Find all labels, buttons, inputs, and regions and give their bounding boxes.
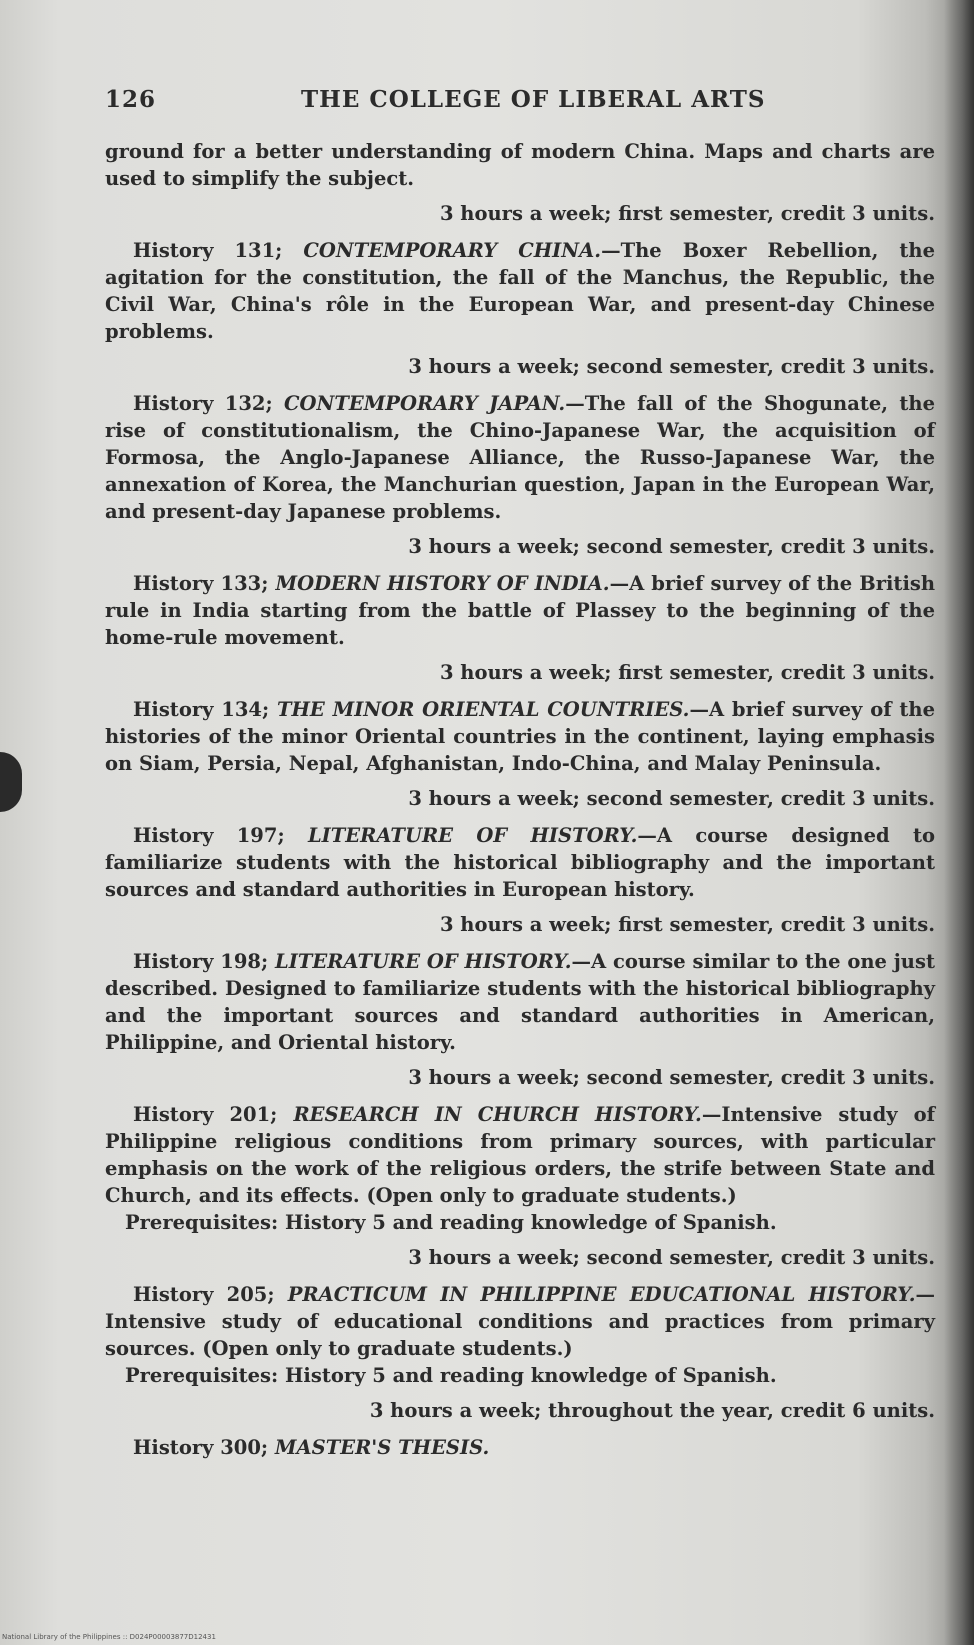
course-entry	[105, 822, 935, 938]
course-title: MASTER'S THESIS.	[274, 1436, 490, 1459]
course-title: PRACTICUM IN PHILIPPINE EDUCATIONAL HISTORY.	[287, 1283, 916, 1306]
spine-shadow	[944, 0, 974, 1645]
course-title: LITERATURE OF HISTORY.	[307, 824, 638, 847]
course-hours: 3 hours a week; second semester, credit 3 units.	[408, 1246, 935, 1269]
intro-entry	[105, 138, 935, 227]
final-entry	[105, 1434, 935, 1461]
course-title: CONTEMPORARY JAPAN.	[284, 392, 566, 415]
course-code: History 133;	[133, 572, 276, 595]
course-code: History 197;	[133, 824, 308, 847]
course-hours: 3 hours a week; second semester, credit 3 units.	[408, 1066, 935, 1089]
course-code: History 201;	[133, 1103, 294, 1126]
course-entry	[105, 696, 935, 812]
course-description	[105, 696, 935, 777]
course-hours: 3 hours a week; second semester, credit 3 units.	[408, 787, 935, 810]
course-title: CONTEMPORARY CHINA.	[303, 239, 602, 262]
course-desc: —The fall of the Shogunate, the rise of constitutionalism, the Chino-Japanese War, the acquisition of Formosa, the Anglo-Japanese Alliance, the Russo-Japanese War, the annexation of Korea, the Manchurian question, Japan in the European War, and present-day Japanese problems.	[105, 392, 935, 523]
course-title: RESEARCH IN CHURCH HISTORY.	[293, 1103, 702, 1126]
course-desc: —A course similar to the one just described. Designed to familiarize students with the historical bibliography and the important sources and standard authorities in American, Philippine, and Oriental history.	[105, 950, 935, 1054]
course-code: History 131;	[133, 239, 304, 262]
course-hours: 3 hours a week; second semester, credit 3 units.	[408, 355, 935, 378]
course-description	[105, 390, 935, 525]
course-description	[105, 237, 935, 345]
course-hours: 3 hours a week; second semester, credit 3 units.	[408, 535, 935, 558]
course-desc: —Intensive study of educational conditions and practices from primary sources. (Open only to graduate students.)	[105, 1283, 935, 1360]
course-code: History 300;	[133, 1436, 275, 1459]
course-title: MODERN HISTORY OF INDIA.	[275, 572, 610, 595]
library-watermark: National Library of the Philippines :: D024P00003877D12431	[2, 1633, 216, 1641]
course-desc: —A brief survey of the histories of the minor Oriental countries in the continent, laying emphasis on Siam, Persia, Nepal, Afghanistan, Indo-China, and Malay Peninsula.	[105, 698, 935, 775]
course-code: History 134;	[133, 698, 277, 721]
course-description	[105, 822, 935, 903]
course-hours: 3 hours a week; first semester, credit 3 units.	[439, 661, 935, 684]
course-code: History 205;	[133, 1283, 288, 1306]
course-entry	[105, 948, 935, 1091]
course-entry	[105, 1101, 935, 1271]
course-hours: 3 hours a week; first semester, credit 3 units.	[439, 913, 935, 936]
course-description	[105, 570, 935, 651]
page-number: 126	[105, 86, 157, 113]
course-description	[105, 948, 935, 1056]
course-desc: —Intensive study of Philippine religious conditions from primary sources, with particular emphasis on the work of the religious orders, the strife between State and Church, and its effects. (Open only to graduate students.)	[105, 1103, 935, 1207]
course-code: History 132;	[133, 392, 284, 415]
course-entry	[105, 390, 935, 560]
course-list	[105, 237, 935, 1424]
course-prerequisites: Prerequisites: History 5 and reading knowledge of Spanish.	[125, 1211, 777, 1234]
course-entry	[105, 1281, 935, 1424]
page-header	[105, 86, 766, 120]
course-entry	[105, 570, 935, 686]
course-hours: 3 hours a week; throughout the year, credit 6 units.	[369, 1399, 935, 1422]
course-description	[105, 1281, 935, 1362]
course-desc: —The Boxer Rebellion, the agitation for the constitution, the fall of the Manchus, the Republic, the Civil War, China's rôle in the European War, and present-day Chinese problems.	[105, 239, 935, 343]
course-description	[105, 1434, 935, 1461]
intro-text: ground for a better understanding of modern China. Maps and charts are used to simplify the subject.	[105, 140, 935, 190]
course-description	[105, 1101, 935, 1209]
course-code: History 198;	[133, 950, 275, 973]
course-desc: —A brief survey of the British rule in India starting from the battle of Plassey to the beginning of the home-rule movement.	[105, 572, 936, 649]
course-title: THE MINOR ORIENTAL COUNTRIES.	[276, 698, 690, 721]
course-prerequisites: Prerequisites: History 5 and reading knowledge of Spanish.	[125, 1364, 777, 1387]
page-content	[105, 138, 935, 1469]
course-desc: —A course designed to familiarize students with the historical bibliography and the important sources and standard authorities in European history.	[105, 824, 935, 901]
course-title: LITERATURE OF HISTORY.	[275, 950, 572, 973]
running-title: THE COLLEGE OF LIBERAL ARTS	[301, 86, 766, 113]
intro-hours: 3 hours a week; first semester, credit 3 units.	[439, 202, 935, 225]
course-entry	[105, 237, 935, 380]
